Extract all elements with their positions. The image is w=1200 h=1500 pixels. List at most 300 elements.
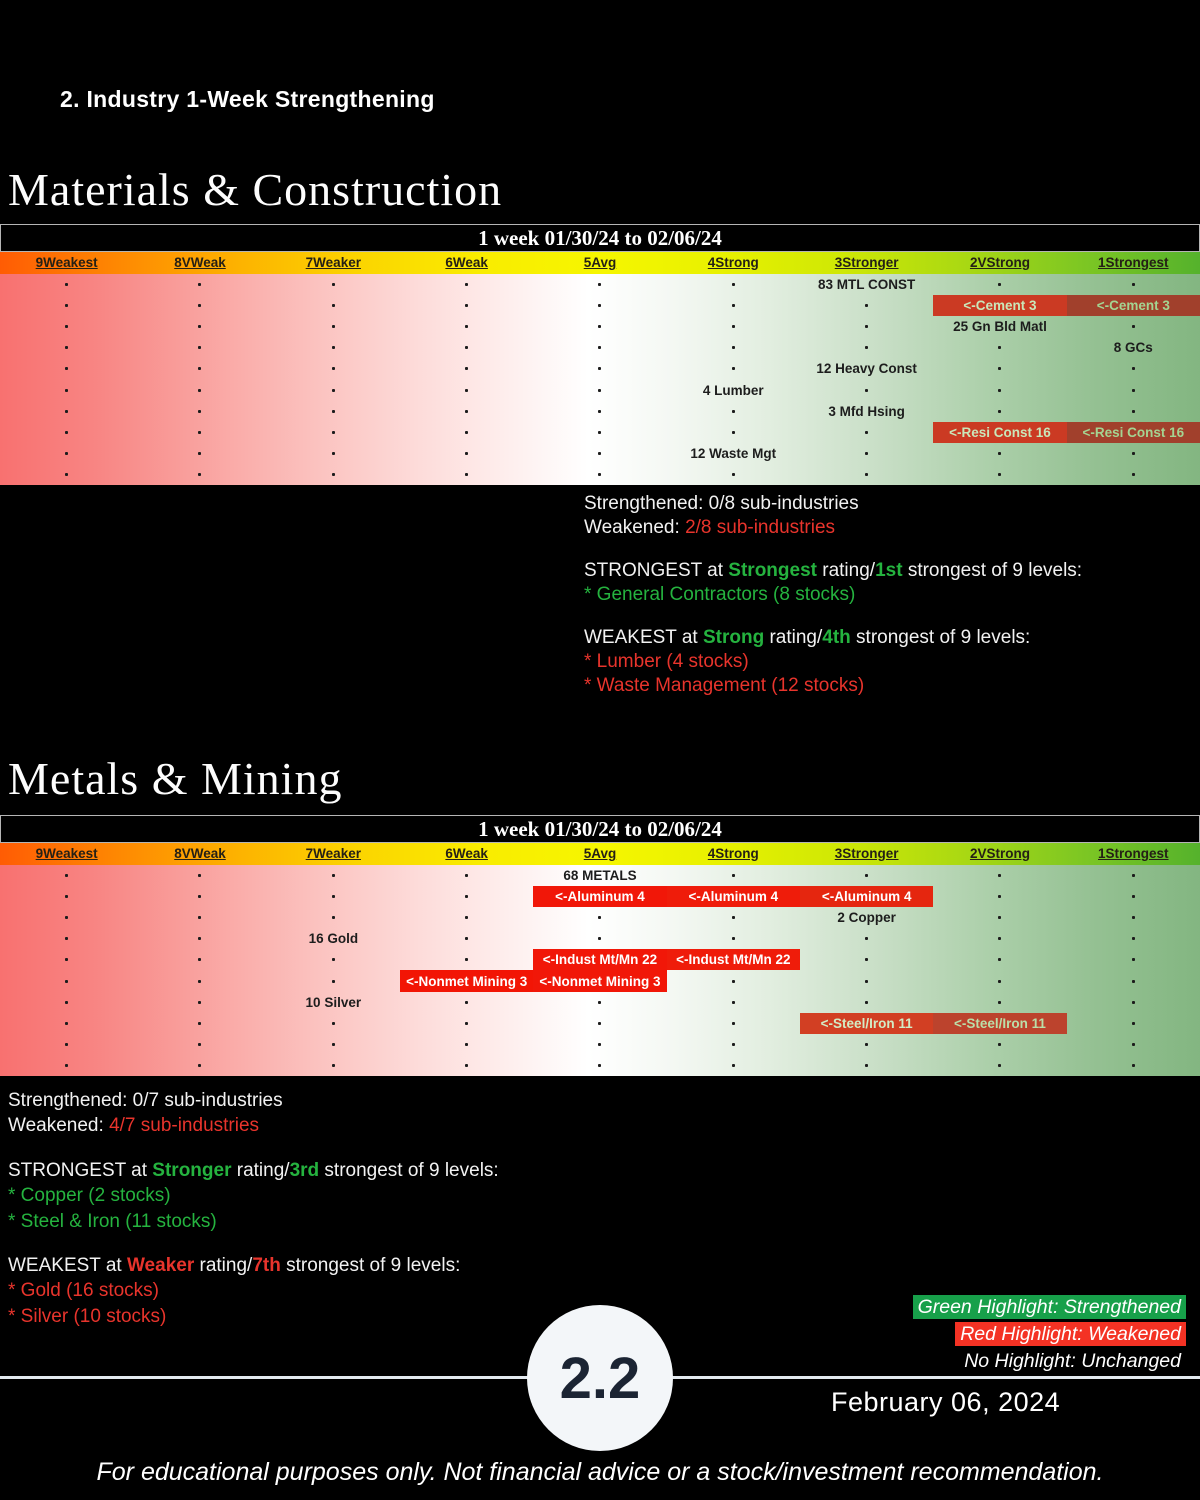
empty-cell — [133, 274, 266, 295]
empty-cell — [533, 337, 666, 358]
dot — [1132, 937, 1135, 940]
column-header-row — [0, 843, 1200, 865]
empty-cell — [133, 337, 266, 358]
empty-cell — [1067, 274, 1200, 295]
dot — [65, 452, 68, 455]
dot — [732, 325, 735, 328]
disclaimer-text: For educational purposes only. Not financial advice or a stock/investment recommendation. — [96, 1458, 1104, 1486]
dot — [332, 980, 335, 983]
summary-segment: WEAKEST at — [584, 627, 703, 648]
empty-cell — [0, 443, 133, 464]
dot — [598, 410, 601, 413]
empty-cell — [0, 1013, 133, 1034]
highlight-cell: <-Steel/Iron 11 — [800, 1013, 933, 1034]
grid-row — [0, 907, 1200, 928]
summary-line — [8, 1234, 499, 1253]
dot — [1132, 1001, 1135, 1004]
empty-cell — [133, 907, 266, 928]
dot — [198, 410, 201, 413]
empty-cell — [400, 928, 533, 949]
empty-cell — [400, 886, 533, 907]
dot — [865, 431, 868, 434]
empty-cell — [533, 1013, 666, 1034]
highlight-cell: <-Aluminum 4 — [800, 886, 933, 907]
strength-table-metals — [0, 815, 1200, 1076]
empty-cell — [0, 274, 133, 295]
dot — [332, 346, 335, 349]
highlight-cell: <-Nonmet Mining 3 — [533, 970, 666, 991]
empty-cell — [800, 316, 933, 337]
dot — [65, 980, 68, 983]
dot — [198, 473, 201, 476]
empty-cell — [800, 422, 933, 443]
page-kicker: 2. Industry 1-Week Strengthening — [60, 86, 435, 112]
dot — [332, 431, 335, 434]
dot — [998, 1043, 1001, 1046]
empty-cell — [400, 379, 533, 400]
column-header: 4Strong — [707, 255, 759, 270]
dot — [998, 1001, 1001, 1004]
empty-cell — [533, 443, 666, 464]
dot — [1132, 283, 1135, 286]
summary-line — [584, 540, 1082, 559]
summary-line — [584, 583, 1082, 607]
empty-cell — [133, 1034, 266, 1055]
dot — [65, 304, 68, 307]
empty-cell — [800, 949, 933, 970]
empty-cell — [0, 379, 133, 400]
grid-row — [0, 928, 1200, 949]
dot — [732, 473, 735, 476]
empty-cell — [267, 1055, 400, 1076]
summary-line — [8, 1139, 499, 1158]
empty-cell — [400, 422, 533, 443]
dot — [598, 916, 601, 919]
dot — [1132, 980, 1135, 983]
column-header: 8VWeak — [174, 846, 226, 861]
summary-segment: Strengthened: 0/8 sub-industries — [584, 493, 859, 514]
empty-cell — [133, 464, 266, 485]
empty-cell — [133, 949, 266, 970]
empty-cell — [400, 401, 533, 422]
entry-cell: 8 GCs — [1113, 340, 1153, 356]
dot — [1132, 452, 1135, 455]
dot — [198, 389, 201, 392]
column-header: 8VWeak — [174, 255, 226, 270]
summary-segment: * Silver (10 stocks) — [8, 1305, 167, 1327]
empty-cell — [400, 949, 533, 970]
dot — [732, 1022, 735, 1025]
grid-row — [0, 422, 1200, 443]
empty-cell — [1067, 970, 1200, 991]
column-header: 3Stronger — [834, 846, 899, 861]
empty-cell — [533, 907, 666, 928]
dot — [865, 346, 868, 349]
empty-cell — [667, 1055, 800, 1076]
summary-segment: * Lumber (4 stocks) — [584, 651, 749, 672]
empty-cell — [133, 970, 266, 991]
empty-cell — [667, 865, 800, 886]
dot — [198, 452, 201, 455]
grid-row — [0, 443, 1200, 464]
dot — [332, 1022, 335, 1025]
empty-cell — [0, 358, 133, 379]
dot — [1132, 958, 1135, 961]
dot — [465, 473, 468, 476]
empty-cell — [267, 422, 400, 443]
empty-cell — [267, 379, 400, 400]
legend-red-highlight: Red Highlight: Weakened — [955, 1322, 1186, 1346]
dot — [332, 283, 335, 286]
summary-segment: Stronger — [152, 1159, 232, 1181]
dot — [465, 367, 468, 370]
grid-body — [0, 274, 1200, 485]
dot — [332, 874, 335, 877]
empty-cell — [400, 464, 533, 485]
dot — [198, 367, 201, 370]
empty-cell — [533, 1055, 666, 1076]
empty-cell — [1067, 886, 1200, 907]
dot — [465, 895, 468, 898]
empty-cell — [400, 1034, 533, 1055]
dot — [732, 1043, 735, 1046]
dot — [198, 325, 201, 328]
dot — [732, 367, 735, 370]
dot — [998, 937, 1001, 940]
column-header: 1Strongest — [1098, 255, 1169, 270]
dot — [65, 473, 68, 476]
empty-cell — [0, 464, 133, 485]
empty-cell — [133, 886, 266, 907]
dot — [465, 1043, 468, 1046]
empty-cell — [0, 316, 133, 337]
dot — [65, 937, 68, 940]
dot — [732, 937, 735, 940]
dot — [65, 1001, 68, 1004]
summary-segment: 7th — [252, 1255, 281, 1277]
summary-line — [8, 1304, 499, 1329]
empty-cell — [0, 1055, 133, 1076]
empty-cell — [667, 316, 800, 337]
dot — [598, 346, 601, 349]
dot — [598, 473, 601, 476]
empty-cell — [133, 443, 266, 464]
highlight-cell: <-Indust Mt/Mn 22 — [533, 949, 666, 970]
grid-row — [0, 865, 1200, 886]
empty-cell — [0, 1034, 133, 1055]
empty-cell — [933, 970, 1066, 991]
legend-row — [913, 1321, 1186, 1348]
summary-segment: 4/7 sub-industries — [109, 1115, 260, 1137]
empty-cell — [0, 907, 133, 928]
dot — [865, 452, 868, 455]
summary-segment: rating/ — [816, 560, 876, 581]
empty-cell — [133, 422, 266, 443]
empty-cell — [800, 1055, 933, 1076]
empty-cell — [400, 865, 533, 886]
dot — [1132, 874, 1135, 877]
dot — [332, 1043, 335, 1046]
dot — [65, 283, 68, 286]
dot — [465, 916, 468, 919]
column-header: 2VStrong — [969, 255, 1030, 270]
empty-cell — [1067, 865, 1200, 886]
empty-cell — [800, 865, 933, 886]
summary-line — [8, 1183, 499, 1208]
summary-line — [584, 516, 1082, 540]
empty-cell — [667, 1034, 800, 1055]
summary-block-metals — [8, 1088, 499, 1329]
dot — [1132, 325, 1135, 328]
entry-cell: 12 Waste Mgt — [690, 445, 777, 461]
empty-cell — [800, 379, 933, 400]
dot — [998, 473, 1001, 476]
summary-segment: Weakened: — [584, 517, 686, 538]
section-title-materials-construction: Materials & Construction — [8, 164, 503, 215]
empty-cell — [800, 337, 933, 358]
summary-line — [8, 1158, 499, 1183]
grid-row — [0, 1055, 1200, 1076]
empty-cell — [533, 992, 666, 1013]
entry-cell: 68 METALS — [563, 868, 637, 884]
dot — [65, 346, 68, 349]
dot — [732, 916, 735, 919]
summary-segment: 2/8 sub-industries — [685, 517, 836, 538]
grid-row — [0, 337, 1200, 358]
dot — [598, 283, 601, 286]
empty-cell — [933, 865, 1066, 886]
empty-cell — [0, 992, 133, 1013]
summary-segment: rating/ — [764, 627, 823, 648]
empty-cell — [400, 907, 533, 928]
dot — [465, 1001, 468, 1004]
empty-cell — [267, 886, 400, 907]
empty-cell — [267, 1013, 400, 1034]
empty-cell — [267, 1034, 400, 1055]
dot — [465, 1064, 468, 1067]
summary-segment: strongest of 9 levels: — [902, 560, 1083, 581]
highlight-cell: <-Aluminum 4 — [667, 886, 800, 907]
empty-cell — [133, 928, 266, 949]
empty-cell — [933, 401, 1066, 422]
dot — [65, 367, 68, 370]
dot — [998, 958, 1001, 961]
empty-cell — [533, 422, 666, 443]
empty-cell — [533, 295, 666, 316]
dot — [1132, 389, 1135, 392]
column-header: 7Weaker — [305, 255, 361, 270]
grid-row — [0, 464, 1200, 485]
empty-cell — [267, 865, 400, 886]
empty-cell — [0, 886, 133, 907]
empty-cell — [133, 865, 266, 886]
empty-cell — [667, 295, 800, 316]
empty-cell — [800, 464, 933, 485]
summary-segment: rating/ — [231, 1159, 290, 1181]
page-number-badge: 2.2 — [527, 1305, 673, 1451]
dot — [998, 346, 1001, 349]
grid-row — [0, 1013, 1200, 1034]
summary-segment: STRONGEST at — [584, 560, 729, 581]
empty-cell — [267, 949, 400, 970]
empty-cell — [133, 295, 266, 316]
table-period: 1 week 01/30/24 to 02/06/24 — [0, 815, 1200, 843]
empty-cell — [267, 316, 400, 337]
highlight-cell: <-Resi Const 16 — [1067, 422, 1200, 443]
dot — [465, 346, 468, 349]
summary-segment: strongest of 9 levels: — [319, 1159, 499, 1181]
grid-row — [0, 316, 1200, 337]
empty-cell — [1067, 379, 1200, 400]
dot — [598, 1022, 601, 1025]
dot — [465, 937, 468, 940]
highlight-cell: <-Steel/Iron 11 — [933, 1013, 1066, 1034]
summary-segment: 1st — [875, 560, 903, 581]
summary-block-materials — [584, 492, 1082, 698]
empty-cell — [1067, 1034, 1200, 1055]
grid-body — [0, 865, 1200, 1076]
dot — [465, 874, 468, 877]
grid-row — [0, 1034, 1200, 1055]
empty-cell — [800, 928, 933, 949]
dot — [598, 1001, 601, 1004]
dot — [332, 1064, 335, 1067]
summary-segment: * Gold (16 stocks) — [8, 1280, 159, 1302]
empty-cell — [133, 401, 266, 422]
column-header: 6Weak — [445, 846, 488, 861]
summary-line — [8, 1278, 499, 1303]
column-header: 9Weakest — [35, 846, 98, 861]
dot — [465, 325, 468, 328]
dot — [65, 916, 68, 919]
empty-cell — [933, 1034, 1066, 1055]
dot — [65, 1064, 68, 1067]
dot — [998, 1064, 1001, 1067]
empty-cell — [0, 422, 133, 443]
highlight-cell: <-Resi Const 16 — [933, 422, 1066, 443]
grid-row — [0, 274, 1200, 295]
empty-cell — [533, 464, 666, 485]
empty-cell — [933, 464, 1066, 485]
dot — [198, 1043, 201, 1046]
grid-row — [0, 970, 1200, 991]
dot — [598, 1064, 601, 1067]
dot — [732, 346, 735, 349]
summary-segment: WEAKEST at — [8, 1255, 127, 1277]
dot — [65, 325, 68, 328]
empty-cell — [667, 274, 800, 295]
empty-cell — [533, 379, 666, 400]
dot — [998, 895, 1001, 898]
grid-row — [0, 949, 1200, 970]
empty-cell — [933, 907, 1066, 928]
empty-cell — [800, 1034, 933, 1055]
dot — [732, 980, 735, 983]
dot — [598, 937, 601, 940]
empty-cell — [1067, 358, 1200, 379]
empty-cell — [267, 443, 400, 464]
empty-cell — [1067, 992, 1200, 1013]
empty-cell — [0, 970, 133, 991]
entry-cell: 3 Mfd Hsing — [828, 403, 905, 419]
dot — [732, 874, 735, 877]
empty-cell — [533, 274, 666, 295]
empty-cell — [400, 274, 533, 295]
empty-cell — [400, 992, 533, 1013]
empty-cell — [0, 295, 133, 316]
empty-cell — [1067, 1013, 1200, 1034]
dot — [198, 895, 201, 898]
empty-cell — [933, 274, 1066, 295]
empty-cell — [267, 970, 400, 991]
summary-line — [584, 492, 1082, 516]
grid-row — [0, 379, 1200, 400]
dot — [865, 874, 868, 877]
dot — [865, 304, 868, 307]
entry-cell: 25 Gn Bld Matl — [953, 319, 1047, 335]
dot — [465, 431, 468, 434]
dot — [598, 367, 601, 370]
dot — [198, 1001, 201, 1004]
dot — [65, 958, 68, 961]
report-date: February 06, 2024 — [831, 1387, 1061, 1417]
dot — [332, 325, 335, 328]
dot — [198, 1064, 201, 1067]
dot — [865, 980, 868, 983]
dot — [598, 304, 601, 307]
empty-cell — [0, 337, 133, 358]
dot — [998, 283, 1001, 286]
empty-cell — [400, 337, 533, 358]
dot — [1132, 473, 1135, 476]
dot — [198, 980, 201, 983]
column-header: 1Strongest — [1098, 846, 1169, 861]
dot — [65, 389, 68, 392]
empty-cell — [133, 1013, 266, 1034]
dot — [198, 283, 201, 286]
dot — [998, 874, 1001, 877]
dot — [332, 304, 335, 307]
empty-cell — [400, 443, 533, 464]
empty-cell — [933, 443, 1066, 464]
dot — [1132, 895, 1135, 898]
dot — [465, 958, 468, 961]
dot — [865, 1064, 868, 1067]
entry-cell: 12 Heavy Const — [816, 361, 917, 377]
dot — [465, 410, 468, 413]
grid-row — [0, 886, 1200, 907]
empty-cell — [1067, 928, 1200, 949]
summary-segment: 3rd — [289, 1159, 320, 1181]
dot — [198, 874, 201, 877]
highlight-cell: <-Indust Mt/Mn 22 — [667, 949, 800, 970]
empty-cell — [800, 443, 933, 464]
dot — [1132, 367, 1135, 370]
dot — [998, 389, 1001, 392]
empty-cell — [667, 358, 800, 379]
summary-segment: strongest of 9 levels: — [280, 1255, 461, 1277]
empty-cell — [267, 274, 400, 295]
summary-line — [584, 607, 1082, 626]
dot — [1132, 410, 1135, 413]
dot — [598, 1043, 601, 1046]
summary-segment: * Waste Management (12 stocks) — [584, 675, 865, 696]
dot — [65, 431, 68, 434]
dot — [332, 916, 335, 919]
empty-cell — [1067, 907, 1200, 928]
empty-cell — [933, 337, 1066, 358]
dot — [1132, 1043, 1135, 1046]
